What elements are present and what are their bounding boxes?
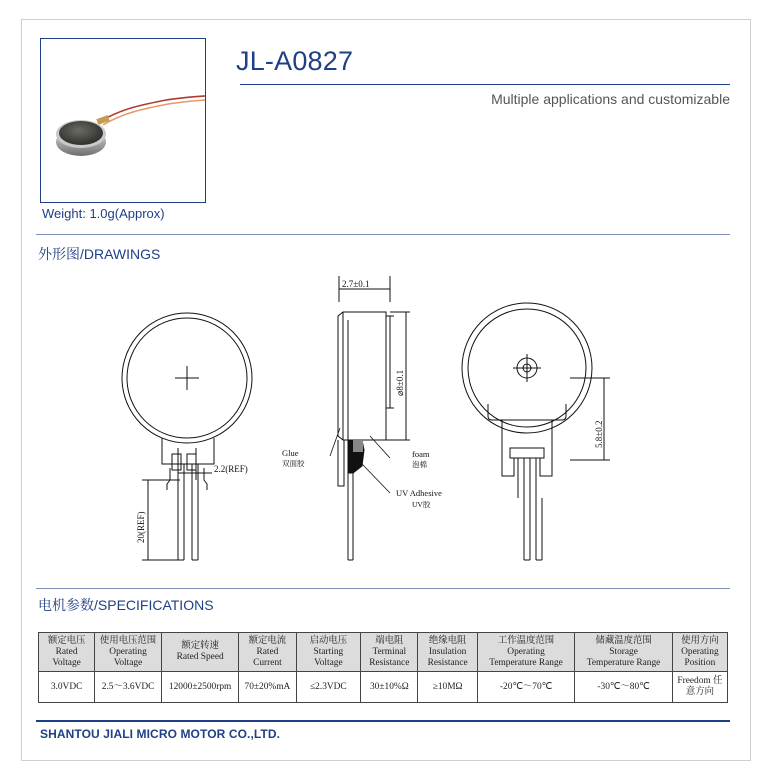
glue-label: Glue	[282, 448, 299, 458]
product-photo	[40, 38, 206, 203]
drawings-heading: 外形图/DRAWINGS	[38, 246, 161, 262]
diameter-dim: ⌀8±0.1	[395, 369, 405, 396]
storage-temperature-value: -30℃～80℃	[575, 672, 673, 703]
title-underline	[240, 84, 730, 85]
company-name: SHANTOU JIALI MICRO MOTOR CO.,LTD.	[40, 727, 281, 741]
weight-label: Weight: 1.0g(Approx)	[42, 206, 165, 221]
foam-label: foam	[412, 449, 430, 459]
header-terminal-resistance: 端电阻 Terminal Resistance	[361, 633, 418, 672]
spec-header-row	[39, 633, 728, 672]
terminal-resistance-value: 30±10%Ω	[361, 672, 418, 703]
uv-label: UV Adhesive	[396, 488, 442, 498]
glue-label-cn: 双面胶	[282, 459, 305, 468]
technical-drawing	[100, 268, 660, 578]
header-starting-voltage: 启动电压 Starting Voltage	[296, 633, 361, 672]
lead-length-dim: 20(REF)	[136, 511, 146, 543]
footer-divider	[36, 720, 730, 722]
lead-spacing-dim: 2.2(REF)	[214, 464, 248, 474]
bracket-height-dim: 5.8±0.2	[594, 420, 604, 448]
specifications-heading: 电机参数/SPECIFICATIONS	[38, 597, 214, 613]
starting-voltage-value: ≤2.3VDC	[296, 672, 361, 703]
operating-voltage-value: 2.5～3.6VDC	[95, 672, 162, 703]
side-view	[330, 276, 410, 560]
insulation-resistance-value: ≥10MΩ	[418, 672, 477, 703]
spec-table	[38, 632, 728, 703]
header-rated-current: 额定电流 Rated Current	[239, 633, 296, 672]
header-insulation-resistance: 绝缘电阻 Insulation Resistance	[418, 633, 477, 672]
rear-view	[462, 303, 610, 560]
foam-label-cn: 泡棉	[412, 460, 427, 469]
divider	[36, 588, 730, 589]
motor-photo-illustration	[41, 39, 205, 202]
header-rated-voltage: 额定电压 Rated Voltage	[39, 633, 95, 672]
foam-fill	[353, 440, 363, 452]
uv-label-cn: UV胶	[412, 500, 431, 509]
model-title: JL-A0827	[236, 46, 354, 76]
rated-speed-value: 12000±2500rpm	[161, 672, 238, 703]
header-rated-speed: 额定转速 Rated Speed	[161, 633, 238, 672]
spec-value-row	[39, 672, 728, 703]
tagline: Multiple applications and customizable	[491, 91, 730, 107]
rated-current-value: 70±20%mA	[239, 672, 296, 703]
divider	[36, 234, 730, 235]
operating-position-value: Freedom 任意方向	[672, 672, 727, 703]
header-operating-position: 使用方向 Operating Position	[672, 633, 727, 672]
header-operating-temperature: 工作温度范围 Operating Temperature Range	[477, 633, 575, 672]
operating-temperature-value: -20℃～70℃	[477, 672, 575, 703]
header-operating-voltage: 使用电压范围 Operating Voltage	[95, 633, 162, 672]
thickness-dim: 2.7±0.1	[342, 279, 370, 289]
rated-voltage-value: 3.0VDC	[39, 672, 95, 703]
header-storage-temperature: 储藏温度范围 Storage Temperature Range	[575, 633, 673, 672]
